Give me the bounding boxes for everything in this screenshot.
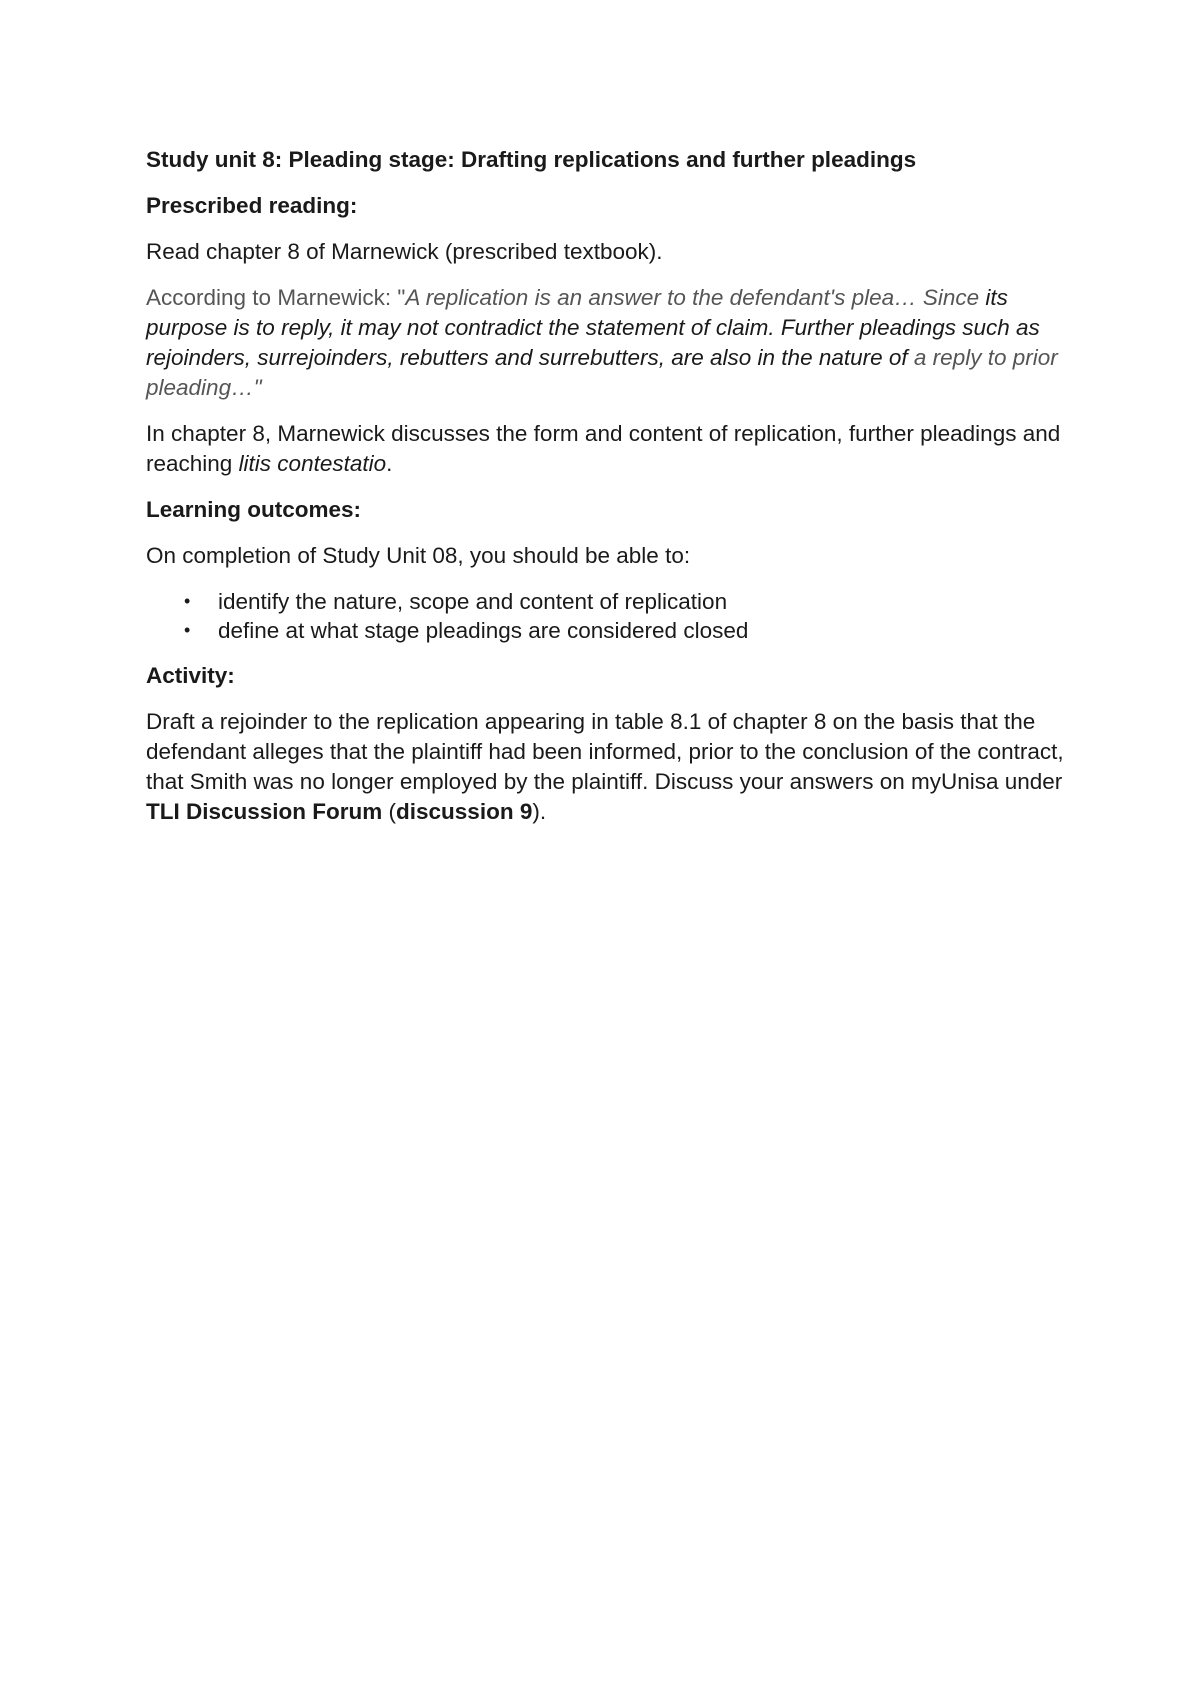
learning-outcomes-list	[146, 587, 1076, 645]
forum-name: TLI Discussion Forum	[146, 799, 383, 824]
reading-instruction: Read chapter 8 of Marnewick (prescribed textbook).	[146, 239, 663, 264]
bullet-icon: •	[184, 620, 191, 640]
list-item	[146, 616, 1076, 645]
activity-body: Draft a rejoinder to the replication appearing in table 8.1 of chapter 8 on the basis that the defendant alleges that the plaintiff had been informed, prior to the conclusion of the contract, that Smith was no longer employed by the plaintiff. Discuss your answers on myUnisa under	[146, 709, 1064, 794]
quote-part-1: A replication is an answer to the defendant's plea… Since	[405, 285, 980, 310]
page-title: Study unit 8: Pleading stage: Drafting replications and further pleadings	[146, 147, 917, 172]
paren-close: ).	[532, 799, 547, 824]
activity-text	[146, 707, 1076, 827]
document-page	[146, 145, 1076, 843]
prescribed-reading-heading: Prescribed reading:	[146, 193, 358, 218]
paren-open: (	[382, 799, 397, 824]
bullet-icon: •	[184, 591, 191, 611]
summary-end: .	[386, 451, 393, 476]
learning-outcomes-intro: On completion of Study Unit 08, you should be able to:	[146, 543, 691, 568]
learning-outcomes-heading: Learning outcomes:	[146, 497, 362, 522]
activity-heading: Activity:	[146, 663, 235, 688]
list-item	[146, 587, 1076, 616]
quote-lead: According to Marnewick: "	[146, 285, 406, 310]
quote-part-3: a reply to prior pleading…"	[146, 345, 1058, 400]
summary-text: In chapter 8, Marnewick discusses the form and content of replication, further pleadings and reaching	[146, 421, 1061, 476]
outcome-text: define at what stage pleadings are considered closed	[218, 618, 749, 643]
marnewick-quote	[146, 283, 1076, 403]
chapter-summary	[146, 419, 1076, 479]
quote-part-2: its purpose is to reply, it may not contradict the statement of claim. Further pleadings such as rejoinders, surrejoinders, rebutters and surrebutters, are also in the nature of	[146, 285, 1040, 370]
discussion-number: discussion 9	[396, 799, 533, 824]
summary-italic-term: litis contestatio	[238, 451, 387, 476]
outcome-text: identify the nature, scope and content of replication	[218, 589, 728, 614]
